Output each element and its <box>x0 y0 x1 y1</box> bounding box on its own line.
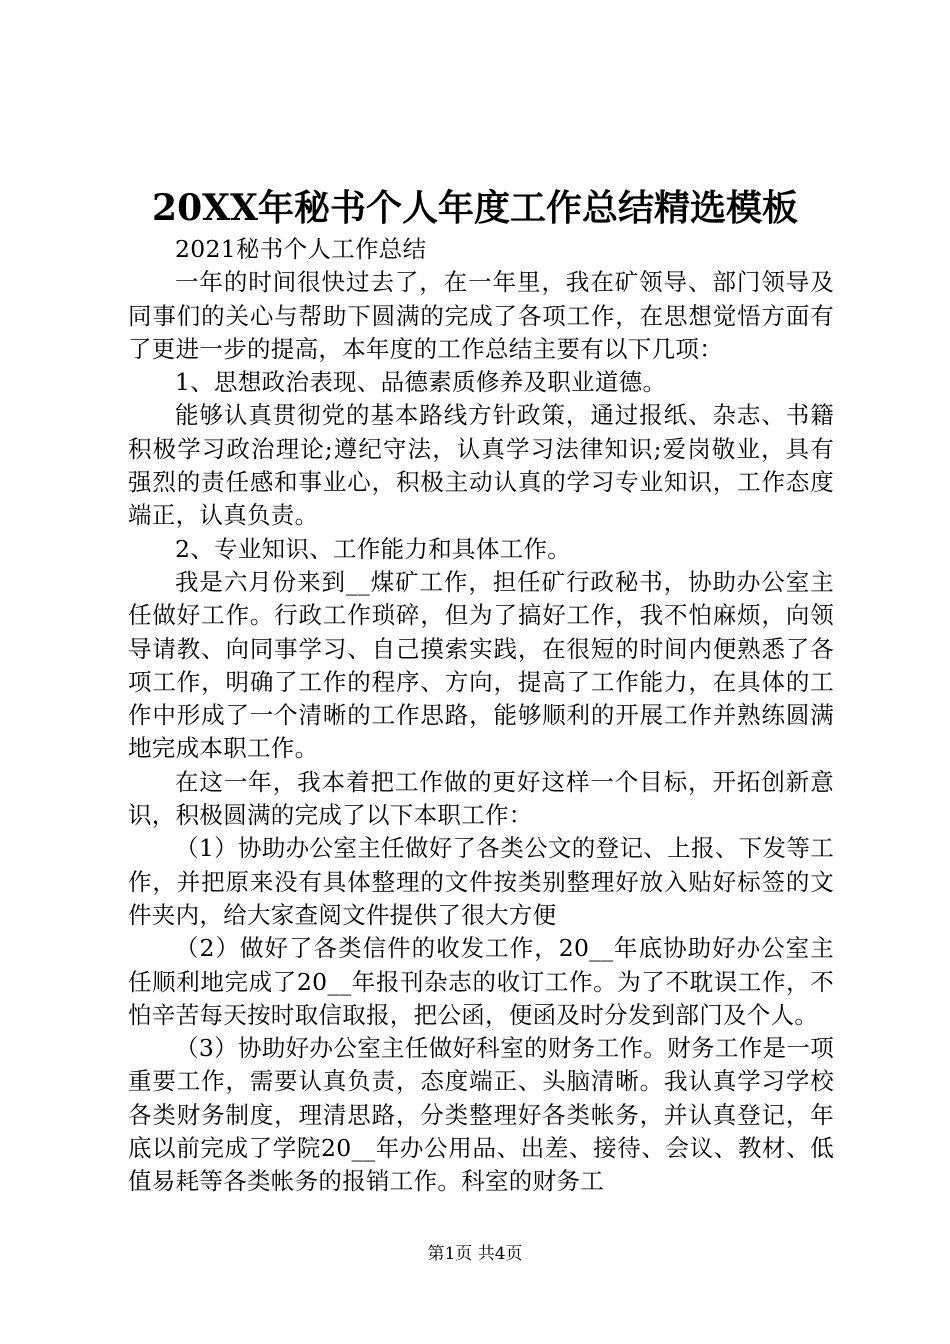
page-footer: 第1页 共4页 <box>427 1244 523 1264</box>
paragraph-body-2: 我是六月份来到__煤矿工作，担任矿行政秘书，协助办公室主任做好工作。行政工作琐碎，但为了搞好工作，我不怕麻烦，向领导请教、向同事学习、自己摸索实践，在很短的时间内便熟悉了各项工作，明确了工作的程序、方向，提高了工作能力，在具体的工作中形成了一个清晰的工作思路，能够顺利的开展工作并熟练圆满地完成本职工作。 <box>128 567 834 763</box>
paragraph-heading-2: 2、专业知识、工作能力和具体工作。 <box>175 534 572 563</box>
paragraph-item-3: （3）协助好办公室主任做好科室的财务工作。财务工作是一项重要工作，需要认真负责，态度端正、头脑清晰。我认真学习学校各类财务制度，理清思路，分类整理好各类帐务，并认真登记，年底以前完成了学院20__年办公用品、出差、接待、会议、教材、低值易耗等各类帐务的报销工作。科室的财务工 <box>128 1034 834 1196</box>
paragraph-body-1: 能够认真贯彻党的基本路线方针政策，通过报纸、杂志、书籍积极学习政治理论;遵纪守法，认真学习法律知识;爱岗敬业，具有强烈的责任感和事业心，积极主动认真的学习专业知识，工作态度端正，认真负责。 <box>128 401 834 530</box>
document-title: 20XX年秘书个人年度工作总结精选模板 <box>152 187 798 229</box>
document-body <box>128 233 834 1199</box>
paragraph-intro: 一年的时间很快过去了，在一年里，我在矿领导、部门领导及同事们的关心与帮助下圆满的完成了各项工作，在思想觉悟方面有了更进一步的提高，本年度的工作总结主要有以下几项： <box>128 268 834 363</box>
paragraph-subtitle: 2021秘书个人工作总结 <box>175 235 427 263</box>
paragraph-heading-1: 1、思想政治表现、品德素质修养及职业道德。 <box>175 368 667 397</box>
paragraph-item-2: （2）做好了各类信件的收发工作，20__年底协助好办公室主任顺利地完成了20__年报刊杂志的收订工作。为了不耽误工作，不怕辛苦每天按时取信取报，把公函，便函及时分发到部门及个人。 <box>128 934 834 1029</box>
paragraph-item-1: （1）协助办公室主任做好了各类公文的登记、上报、下发等工作，并把原来没有具体整理的文件按类别整理好放入贴好标签的文件夹内，给大家查阅文件提供了很大方便 <box>128 834 834 929</box>
paragraph-body-3: 在这一年，我本着把工作做的更好这样一个目标，开拓创新意识，积极圆满的完成了以下本职工作： <box>128 767 834 830</box>
